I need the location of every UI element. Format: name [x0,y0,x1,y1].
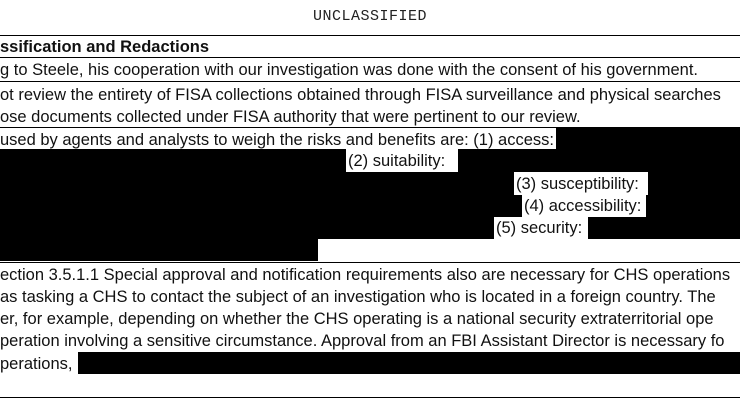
redaction-block [0,195,522,217]
table-row-text: perations, [0,355,73,373]
redaction-block [648,172,740,195]
table-row-text: g to Steele, his cooperation with our investigation was done with the consent of his government. [0,61,698,79]
table-row-text: (3) susceptibility: [516,175,639,193]
redaction-block [0,149,346,172]
redaction-block [0,239,318,261]
table-rule-2 [0,81,740,82]
table-row-text: as tasking a CHS to contact the subject of an investigation who is located in a foreign country. The [0,288,716,306]
table-rule-bottom [0,397,740,398]
table-row-text: ose documents collected under FISA authority that were pertinent to our review. [0,108,581,126]
table-row-text: ection 3.5.1.1 Special approval and notification requirements also are necessary for CHS operations [0,266,731,284]
redaction-block [646,195,740,217]
table-rule-1 [0,57,740,58]
redaction-block [0,172,514,195]
section-title: ssification and Redactions [0,38,210,56]
table-row-text: ot review the entirety of FISA collections obtained through FISA surveillance and physical searches [0,86,721,104]
redaction-block [78,352,740,374]
redaction-block [556,128,740,149]
table-rule-top [0,35,740,36]
table-row-text: peration involving a sensitive circumstance. Approval from an FBI Assistant Director is necessary fo [0,332,725,350]
table-row-text: (5) security: [496,219,583,237]
redaction-block [0,217,494,239]
table-row-text: (2) suitability: [348,152,446,170]
table-row-text: er, for example, depending on whether the CHS operating is a national security extraterritorial ope [0,310,714,328]
redaction-block [458,149,740,172]
redaction-block [588,217,740,239]
classification-header: UNCLASSIFIED [312,8,428,25]
table-row-text: used by agents and analysts to weigh the risks and benefits are: (1) access: [0,131,554,149]
table-row-text: (4) accessibility: [524,197,642,215]
table-rule-4 [0,262,740,263]
